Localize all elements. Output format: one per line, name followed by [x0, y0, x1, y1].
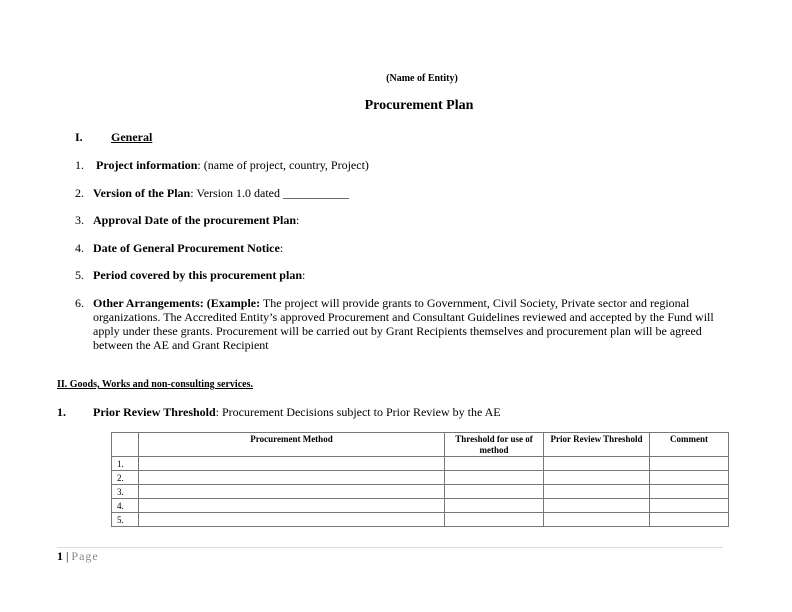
- section-1-number: I.: [75, 130, 83, 144]
- item-text: [93, 213, 733, 227]
- footer-separator: |: [63, 549, 72, 563]
- item-value: : (name of project, country, Project): [197, 158, 369, 172]
- prior-review-value: : Procurement Decisions subject to Prior Review by the AE: [215, 405, 501, 419]
- table-cell: [544, 499, 650, 513]
- table-cell: [544, 471, 650, 485]
- item-value: : Version 1.0 dated ___________: [190, 186, 349, 200]
- item-number: 1.: [75, 158, 84, 172]
- col-header-prior-review: Prior Review Threshold: [544, 433, 650, 457]
- table-row: [112, 513, 729, 527]
- row-number: 1.: [112, 457, 139, 471]
- col-header-comment: Comment: [650, 433, 729, 457]
- table-row: [112, 485, 729, 499]
- item-text: [93, 186, 733, 200]
- section-2-title: II. Goods, Works and non-consulting services.: [57, 379, 253, 390]
- table-cell: [139, 499, 445, 513]
- table-cell: [650, 471, 729, 485]
- table-cell: [650, 485, 729, 499]
- item-text: [93, 241, 733, 255]
- item-number: 2.: [75, 186, 84, 200]
- col-header-index: [112, 433, 139, 457]
- section-1-title: General: [111, 130, 153, 144]
- prior-review-text: [93, 405, 501, 420]
- row-number: 4.: [112, 499, 139, 513]
- item-number: 5.: [75, 268, 84, 282]
- table-cell: [139, 513, 445, 527]
- item-value: :: [302, 268, 306, 282]
- item-value: :: [296, 213, 300, 227]
- table-header-row: [112, 433, 729, 457]
- page-label: Page: [71, 549, 99, 563]
- item-value: :: [279, 241, 284, 255]
- procurement-table: [111, 432, 729, 527]
- table-cell: [650, 499, 729, 513]
- table-cell: [445, 457, 544, 471]
- table-cell: [139, 457, 445, 471]
- item-text: [96, 158, 736, 172]
- table-cell: [139, 471, 445, 485]
- footer-divider: [57, 547, 723, 548]
- item-label: Project information: [96, 158, 198, 172]
- item-number: 6.: [75, 296, 84, 310]
- item-label: Date of General Procurement Notice: [93, 241, 280, 255]
- item-text: [93, 296, 733, 352]
- item-text-prefix: : (: [199, 296, 211, 310]
- col-header-threshold: Threshold for use of method: [445, 433, 544, 457]
- item-label: Version of the Plan: [93, 186, 191, 200]
- prior-review-number: 1.: [57, 405, 66, 419]
- item-label: Period covered by this procurement plan: [93, 268, 302, 282]
- table-cell: [445, 471, 544, 485]
- table-cell: [544, 485, 650, 499]
- table-row: [112, 499, 729, 513]
- row-number: 2.: [112, 471, 139, 485]
- item-number: 4.: [75, 241, 84, 255]
- table-row: [112, 471, 729, 485]
- item-label: Approval Date of the procurement Plan: [93, 213, 296, 227]
- item-number: 3.: [75, 213, 84, 227]
- table-cell: [445, 499, 544, 513]
- document-title: Procurement Plan: [364, 98, 474, 113]
- table-cell: [445, 485, 544, 499]
- table-cell: [544, 513, 650, 527]
- row-number: 3.: [112, 485, 139, 499]
- item-label-example: Example:: [210, 296, 261, 310]
- table-cell: [139, 485, 445, 499]
- item-value: The project will provide grants to Government, Civil Society, Private sector and regional organizations. The Accredited Entity’s approved Procurement and Consultant Guidelines reviewed and accepted by the Fund will apply under these grants. Procurement will be carried out by Grant Recipients themselves and procurement plan will be agreed between the AE and Grant Recipient: [93, 296, 714, 352]
- page-number: 1: [57, 549, 63, 563]
- table-cell: [650, 513, 729, 527]
- table-row: [112, 457, 729, 471]
- table-cell: [445, 513, 544, 527]
- table-cell: [544, 457, 650, 471]
- prior-review-label: Prior Review Threshold: [93, 405, 216, 419]
- col-header-method: Procurement Method: [139, 433, 445, 457]
- row-number: 5.: [112, 513, 139, 527]
- item-label: Other Arrangements: [93, 296, 200, 310]
- page-footer: [57, 549, 99, 564]
- item-text: [93, 268, 733, 282]
- entity-name: (Name of Entity): [386, 73, 458, 84]
- table-cell: [650, 457, 729, 471]
